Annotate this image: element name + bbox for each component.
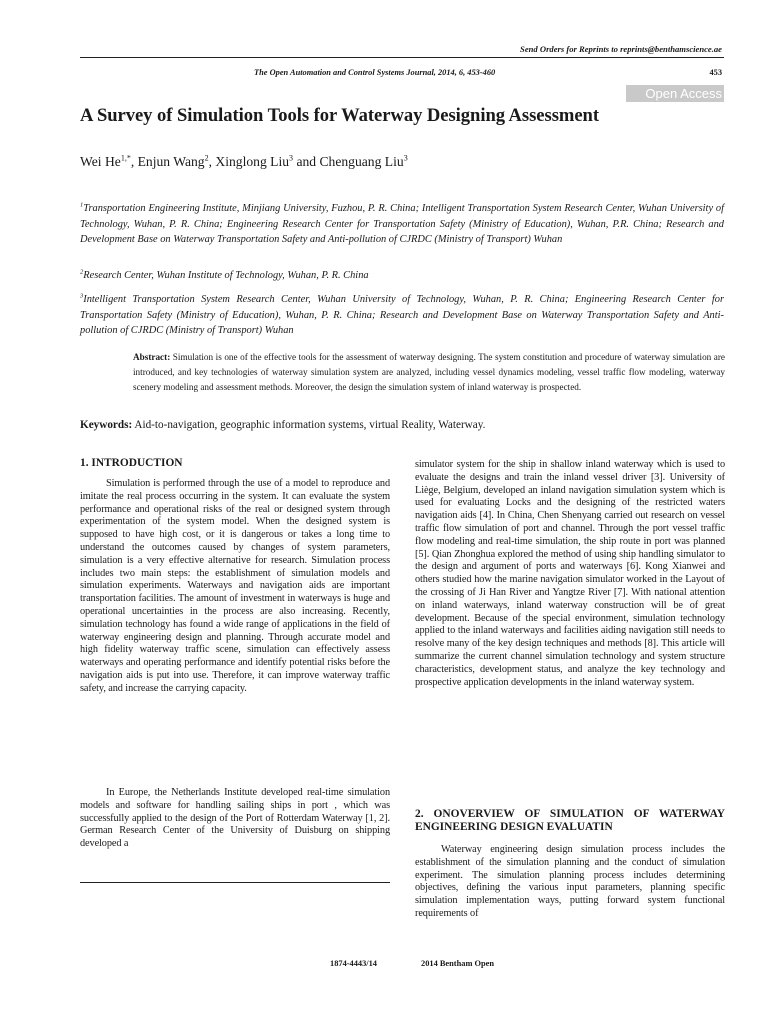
author-affiliation-mark: 3 bbox=[403, 153, 408, 163]
keywords bbox=[80, 419, 724, 431]
page-number: 453 bbox=[709, 68, 722, 77]
send-orders-notice: Send Orders for Reprints to reprints@benthamscience.ae bbox=[520, 44, 722, 54]
author-name: Wei He bbox=[80, 154, 121, 169]
author-name: Chenguang Liu bbox=[319, 154, 404, 169]
keywords-label: Keywords: bbox=[80, 419, 133, 431]
author-name: Enjun Wang bbox=[137, 154, 205, 169]
keywords-text: Aid-to-navigation, geographic information systems, virtual Reality, Waterway. bbox=[134, 419, 486, 431]
affiliation-mark: 1 bbox=[80, 201, 84, 209]
footnote-rule bbox=[80, 882, 390, 883]
affiliation-text: Research Center, Wuhan Institute of Technology, Wuhan, P. R. China bbox=[83, 270, 369, 281]
affiliation bbox=[80, 268, 724, 284]
abstract-label: Abstract: bbox=[133, 352, 171, 362]
author-affiliation-mark: 2 bbox=[204, 153, 209, 163]
affiliation-mark: 3 bbox=[80, 292, 84, 300]
body-paragraph: In Europe, the Netherlands Institute developed real-time simulation models and software for handling sailing ships in port , which was successfully applied to the design of the Port of Rotterdam Waterway [1, 2]. German Research Center of the University of Duisburg on shipping developed a bbox=[80, 787, 390, 850]
section-heading-overview: 2. ONOVERVIEW OF SIMULATION OF WATERWAY ENGINEERING DESIGN EVALUATIN bbox=[415, 808, 725, 834]
affiliation-text: Transportation Engineering Institute, Minjiang University, Fuzhou, P. R. China; Intelligent Transportation System Research Center, Wuhan University of Technology, Wuhan, P. R. China; Engineering Research Center for Transportation Safety (Ministry of Education), Wuhan, P.R. China; Research and Development Base on Waterway Transportation Safety and Anti-pollution of CJRDC (Ministry of Transport) Wuhan bbox=[80, 203, 724, 246]
author-separator: , bbox=[208, 154, 216, 169]
abstract-text: Simulation is one of the effective tools for the assessment of waterway designing. The system constitution and procedure of waterway simulation are introduced, and key technologies of waterway simulation system are analyzed, including vessel dynamics modeling, vessel traffic flow modeling, waterway scenery modeling and assessment methods. Moreover, the design the simulation system of inland waterway is prospected. bbox=[133, 352, 726, 392]
author-name: Xinglong Liu bbox=[215, 154, 290, 169]
body-paragraph: Waterway engineering design simulation process includes the establishment of the simulation planning and the conduct of simulation experiment. The simulation planning process includes determining objectives, defining the various input parameters, planning specific simulation implementation ways, putting forward system functional requirements of bbox=[415, 844, 725, 919]
affiliation bbox=[80, 201, 724, 248]
author-separator: and bbox=[293, 154, 320, 169]
journal-citation: The Open Automation and Control Systems Journal, 2014, 6, 453-460 bbox=[254, 68, 496, 77]
body-paragraph: simulator system for the ship in shallow inland waterway which is used to evaluate the designs and train the inland vessel driver [3]. University of Liège, Belgium, developed an inland navigation simulation system which is used for evaluating Locks and the designing of the restricted waters navigation aids [4]. In China, Chen Shenyang carried out research on vessel traffic flow simulation of port and channel. Through the port vessel traffic flow modeling and real-time simulation, the ship route in port was planned [5]. Qian Zhonghua explored the method of using ship handling simulator to the design and argument of ports and waterways [6]. Kong Xianwei and others studied how the marine navigation simulator worked in the Layout of the crossing of Ji Han River and Yangtze River [7]. With national attention on inland waterways, inland waterway construction will be of great development. Because of the special environment, simulation technology applied to the inland waterways and facilities aiding navigation still needs to resolve many of the key design techniques and methods [8]. This article will summarize the current channel simulation technology and system structure characteristics, development status, and analyze the key technology and prospective application developments in the inland waterway system. bbox=[415, 459, 725, 688]
open-access-badge: Open Access bbox=[626, 85, 724, 102]
affiliation bbox=[80, 292, 724, 339]
body-paragraph: Simulation is performed through the use of a model to reproduce and imitate the real process occurring in the system. It can evaluate the system performance and operational risks of the real or designed system through experimentation of the system model. When the designed system is supposed to have high cost, or it is dangerous or takes a long time to understand the outcomes caused by changes of system parameters, simulation is a very effective alternative for research. Simulation process includes two main steps: the establishment of simulation models and simulation experiments. Waterways and navigation aids are important transportation facilities. The amount of investment in waterways is huge and operational uncertainties in the process are also increasing. Recently, simulation technology has found a wide range of applications in the field of waterway engineering design and planning. Through accurate model and high fidelity waterway traffic scene, simulation can effectively assess waterways and operating performance and identify potential risks before the navigation aids is put into use. Therefore, it can improve waterway traffic safety, and increase the carrying capacity. bbox=[80, 478, 390, 694]
affiliation-mark: 2 bbox=[80, 268, 84, 276]
abstract bbox=[133, 350, 725, 395]
author-affiliation-mark: 1,* bbox=[120, 153, 131, 163]
header-rule bbox=[80, 57, 724, 58]
paper-title: A Survey of Simulation Tools for Waterway Designing Assessment bbox=[80, 105, 599, 126]
author-separator: , bbox=[130, 154, 138, 169]
author-list bbox=[80, 154, 408, 170]
author-affiliation-mark: 3 bbox=[289, 153, 294, 163]
section-heading-introduction: 1. INTRODUCTION bbox=[80, 457, 183, 469]
footer-issn: 1874-4443/14 bbox=[330, 959, 377, 968]
affiliation-text: Intelligent Transportation System Research Center, Wuhan University of Technology, Wuhan, P. R. China; Engineering Research Center for Transportation Safety (Ministry of Education), Wuhan, P. R. China; Research and Development Base on Waterway Transportation Safety and Anti-pollution of CJRDC (Ministry of Transport) Wuhan bbox=[80, 294, 724, 337]
footer-publisher: 2014 Bentham Open bbox=[421, 959, 495, 968]
